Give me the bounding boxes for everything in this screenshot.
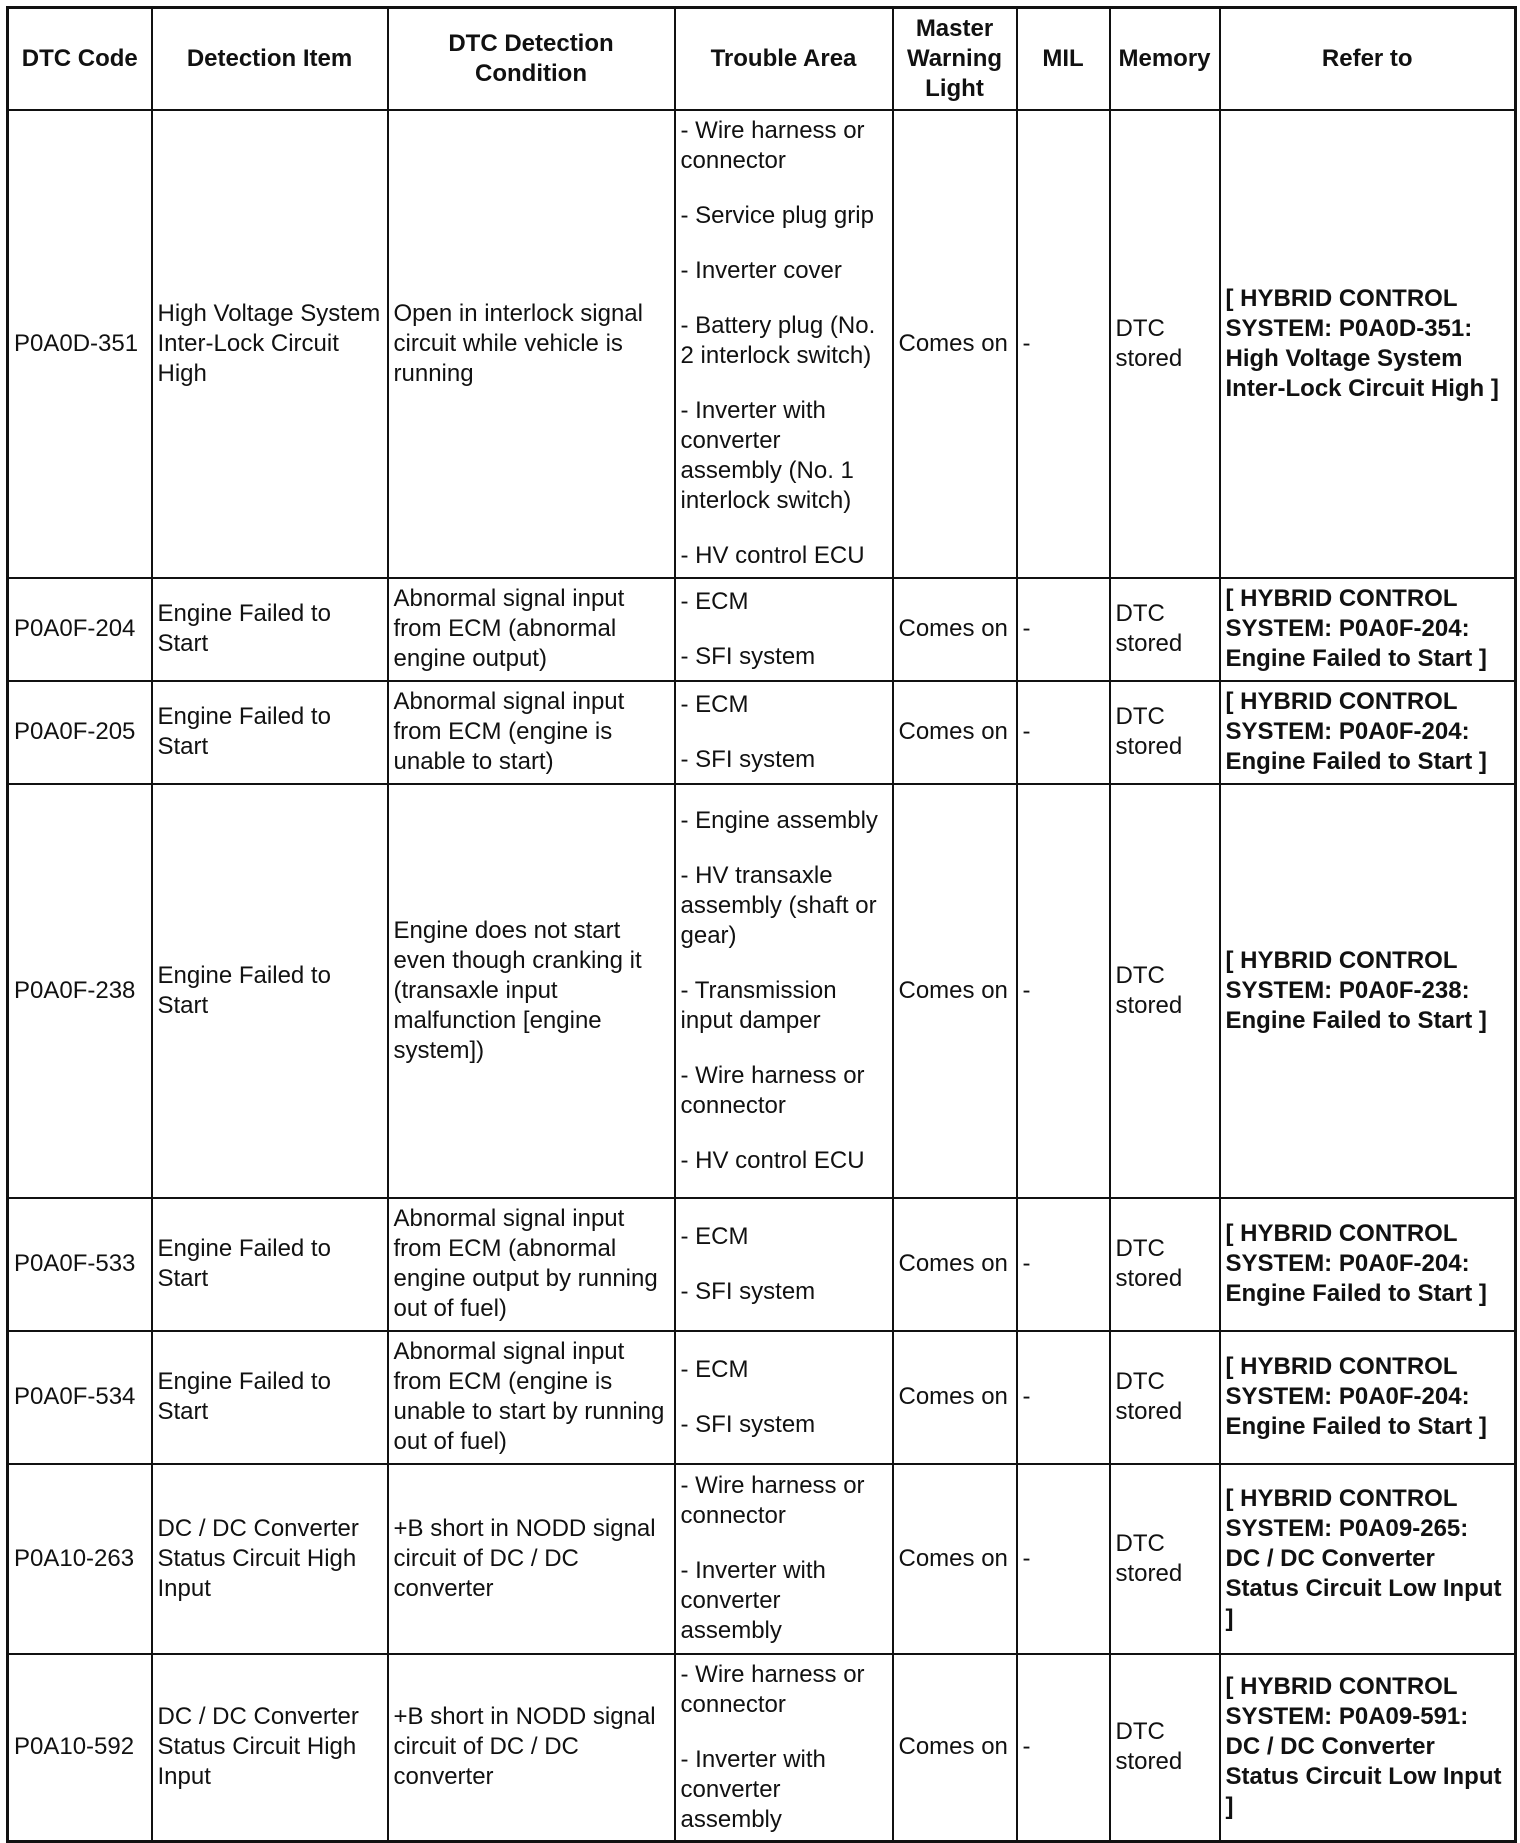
trouble-area-list — [681, 1355, 887, 1440]
detection-condition-cell: Abnormal signal input from ECM (engine is unable to start) — [388, 681, 675, 784]
trouble-area-list — [681, 690, 887, 775]
detection-item-cell: Engine Failed to Start — [152, 681, 388, 784]
detection-item-cell: Engine Failed to Start — [152, 578, 388, 681]
trouble-area-item: - HV control ECU — [680, 542, 865, 569]
table-row — [8, 1331, 1516, 1464]
trouble-area-item: - Transmission input damper — [680, 976, 837, 1034]
dtc-code-cell: P0A0F-204 — [8, 578, 152, 681]
detection-item-cell: DC / DC Converter Status Circuit High Input — [152, 1654, 388, 1842]
trouble-area-item: - SFI system — [680, 1410, 816, 1438]
trouble-area-cell — [675, 1331, 893, 1464]
refer-to-cell: [ HYBRID CONTROL SYSTEM: P0A0F-204: Engine Failed to Start ] — [1220, 1198, 1516, 1331]
memory-cell: DTC stored — [1110, 578, 1220, 681]
trouble-area-item: - HV control ECU — [680, 1146, 865, 1174]
trouble-area-item: - Service plug grip — [680, 202, 874, 229]
detection-condition-cell: Abnormal signal input from ECM (abnormal engine output) — [388, 578, 675, 681]
dtc-code-cell: P0A10-592 — [8, 1654, 152, 1842]
trouble-area-cell — [675, 578, 893, 681]
trouble-area-item: - Inverter cover — [680, 257, 842, 284]
detection-condition-cell: Abnormal signal input from ECM (abnormal engine output by running out of fuel) — [388, 1198, 675, 1331]
header-trouble-area: Trouble Area — [675, 8, 893, 110]
detection-condition-cell: Open in interlock signal circuit while vehicle is running — [388, 110, 675, 578]
table-row — [8, 110, 1516, 578]
detection-condition-cell: Engine does not start even though cranking it (transaxle input malfunction [engine system]) — [388, 784, 675, 1198]
refer-to-cell: [ HYBRID CONTROL SYSTEM: P0A0F-204: Engine Failed to Start ] — [1220, 1331, 1516, 1464]
mil-cell: - — [1017, 784, 1110, 1198]
dtc-code-cell: P0A0D-351 — [8, 110, 152, 578]
table-row — [8, 784, 1516, 1198]
refer-to-cell: [ HYBRID CONTROL SYSTEM: P0A0F-238: Engine Failed to Start ] — [1220, 784, 1516, 1198]
detection-condition-cell: +B short in NODD signal circuit of DC / DC converter — [388, 1464, 675, 1654]
trouble-area-item: - ECM — [680, 690, 749, 718]
mil-cell: - — [1017, 1654, 1110, 1842]
dtc-table — [6, 6, 1517, 1843]
memory-cell: DTC stored — [1110, 784, 1220, 1198]
refer-to-cell: [ HYBRID CONTROL SYSTEM: P0A0F-204: Engine Failed to Start ] — [1220, 681, 1516, 784]
detection-item-cell: High Voltage System Inter-Lock Circuit High — [152, 110, 388, 578]
master-warning-light-cell: Comes on — [893, 110, 1017, 578]
detection-condition-cell: Abnormal signal input from ECM (engine is unable to start by running out of fuel) — [388, 1331, 675, 1464]
memory-cell: DTC stored — [1110, 1654, 1220, 1842]
trouble-area-item: - Engine assembly — [680, 806, 878, 834]
mil-cell: - — [1017, 681, 1110, 784]
master-warning-light-cell: Comes on — [893, 1331, 1017, 1464]
detection-item-cell: Engine Failed to Start — [152, 784, 388, 1198]
table-row — [8, 1654, 1516, 1842]
header-mil: MIL — [1017, 8, 1110, 110]
trouble-area-item: - Inverter with converter assembly — [680, 1745, 826, 1833]
trouble-area-list — [681, 1471, 887, 1646]
header-dtc-code: DTC Code — [8, 8, 152, 110]
memory-cell: DTC stored — [1110, 1198, 1220, 1331]
master-warning-light-cell: Comes on — [893, 681, 1017, 784]
trouble-area-item: - Wire harness or connector — [680, 117, 865, 174]
dtc-code-cell: P0A0F-534 — [8, 1331, 152, 1464]
trouble-area-list — [681, 1222, 887, 1307]
trouble-area-item: - Inverter with converter assembly (No. 1 interlock switch) — [680, 397, 854, 514]
trouble-area-item: - SFI system — [680, 745, 816, 773]
trouble-area-list — [681, 1660, 887, 1835]
detection-item-cell: Engine Failed to Start — [152, 1331, 388, 1464]
trouble-area-cell — [675, 681, 893, 784]
trouble-area-item: - Inverter with converter assembly — [680, 1557, 826, 1644]
master-warning-light-cell: Comes on — [893, 784, 1017, 1198]
detection-item-cell: DC / DC Converter Status Circuit High Input — [152, 1464, 388, 1654]
trouble-area-item: - SFI system — [680, 642, 816, 670]
trouble-area-item: - Wire harness or connector — [680, 1660, 865, 1718]
header-refer-to: Refer to — [1220, 8, 1516, 110]
memory-cell: DTC stored — [1110, 1464, 1220, 1654]
trouble-area-item: - Battery plug (No. 2 interlock switch) — [680, 312, 876, 369]
refer-to-cell: [ HYBRID CONTROL SYSTEM: P0A09-265: DC / DC Converter Status Circuit Low Input ] — [1220, 1464, 1516, 1654]
refer-to-cell: [ HYBRID CONTROL SYSTEM: P0A09-591: DC / DC Converter Status Circuit Low Input ] — [1220, 1654, 1516, 1842]
table-body — [8, 110, 1516, 1842]
trouble-area-list — [681, 116, 887, 571]
memory-cell: DTC stored — [1110, 681, 1220, 784]
refer-to-cell: [ HYBRID CONTROL SYSTEM: P0A0F-204: Engine Failed to Start ] — [1220, 578, 1516, 681]
mil-cell: - — [1017, 1198, 1110, 1331]
header-detection-condition: DTC Detection Condition — [388, 8, 675, 110]
mil-cell: - — [1017, 1331, 1110, 1464]
trouble-area-list — [681, 806, 887, 1176]
memory-cell: DTC stored — [1110, 110, 1220, 578]
table-row — [8, 578, 1516, 681]
detection-condition-cell: +B short in NODD signal circuit of DC / DC converter — [388, 1654, 675, 1842]
header-master-warning-light: Master Warning Light — [893, 8, 1017, 110]
trouble-area-cell — [675, 1198, 893, 1331]
mil-cell: - — [1017, 578, 1110, 681]
trouble-area-item: - ECM — [680, 1222, 749, 1250]
trouble-area-cell — [675, 1464, 893, 1654]
header-memory: Memory — [1110, 8, 1220, 110]
dtc-code-cell: P0A0F-205 — [8, 681, 152, 784]
memory-cell: DTC stored — [1110, 1331, 1220, 1464]
trouble-area-item: - SFI system — [680, 1277, 816, 1305]
dtc-code-cell: P0A0F-533 — [8, 1198, 152, 1331]
table-row — [8, 1464, 1516, 1654]
table-row — [8, 681, 1516, 784]
trouble-area-cell — [675, 110, 893, 578]
trouble-area-cell — [675, 1654, 893, 1842]
master-warning-light-cell: Comes on — [893, 1198, 1017, 1331]
detection-item-cell: Engine Failed to Start — [152, 1198, 388, 1331]
master-warning-light-cell: Comes on — [893, 1464, 1017, 1654]
header-row — [8, 8, 1516, 110]
dtc-code-cell: P0A10-263 — [8, 1464, 152, 1654]
trouble-area-item: - HV transaxle assembly (shaft or gear) — [680, 861, 877, 949]
trouble-area-list — [681, 587, 887, 672]
table-row — [8, 1198, 1516, 1331]
trouble-area-cell — [675, 784, 893, 1198]
trouble-area-item: - Wire harness or connector — [680, 1472, 865, 1529]
master-warning-light-cell: Comes on — [893, 578, 1017, 681]
mil-cell: - — [1017, 110, 1110, 578]
header-detection-item: Detection Item — [152, 8, 388, 110]
trouble-area-item: - ECM — [680, 1355, 749, 1383]
master-warning-light-cell: Comes on — [893, 1654, 1017, 1842]
mil-cell: - — [1017, 1464, 1110, 1654]
refer-to-cell: [ HYBRID CONTROL SYSTEM: P0A0D-351: High Voltage System Inter-Lock Circuit High ] — [1220, 110, 1516, 578]
trouble-area-item: - Wire harness or connector — [680, 1061, 865, 1119]
dtc-code-cell: P0A0F-238 — [8, 784, 152, 1198]
trouble-area-item: - ECM — [680, 587, 749, 615]
